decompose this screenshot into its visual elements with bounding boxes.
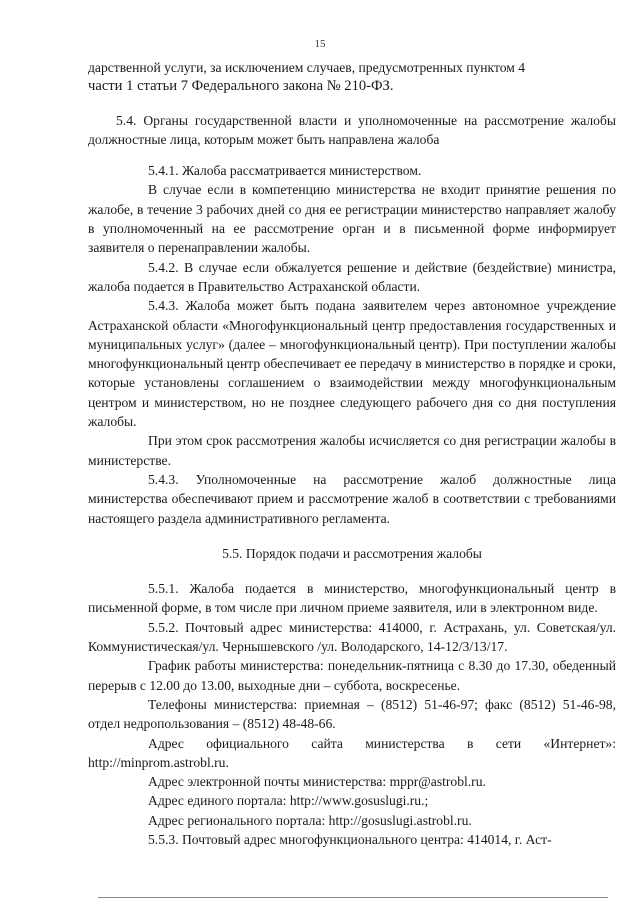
paragraph-schedule: График работы министерства: понедельник-пятница с 8.30 до 17.30, обеденный перерыв с 12.00 до 13.00, выходные дни – суббота, воскресенье. [88,658,616,693]
paragraph-email: Адрес электронной почты министерства: mppr@astrobl.ru. [148,774,486,790]
paragraph-5-4-1-b: В случае если в компетенцию министерства не входит принятие решения по жалобе, в течение 3 рабочих дней со дня ее регистрации министерство направляет жалобу в уполномоченный на ее рассмотрение орган и в письменной форме информирует заявителя о перенаправлении жалобы. [88,182,616,256]
paragraph-phones: Телефоны министерства: приемная – (8512) 51-46-97; факс (8512) 51-46-98, отдел недропользования – (8512) 48-48-66. [88,696,616,732]
paragraph-5-4-3-c: 5.4.3. Уполномоченные на рассмотрение жалоб должностные лица министерства обеспечивают прием и рассмотрение жалоб в соответствии с требованиями настоящего раздела административного регламента. [88,471,616,526]
page-number: 15 [314,38,326,50]
paragraph-5-4-2: 5.4.2. В случае если обжалуется решение и действие (бездействие) министра, жалоба подается в Правительство Астраханской области. [88,259,616,294]
paragraph-unified-portal: Адрес единого портала: http://www.gosuslugi.ru.; [148,793,429,809]
paragraph-regional-portal: Адрес регионального портала: http://gosuslugi.astrobl.ru. [148,812,472,828]
paragraph-5-5-2: 5.5.2. Почтовый адрес министерства: 414000, г. Астрахань, ул. Советская/ул. Коммунистическая/ул. Чернышевского /ул. Володарского, 14-12/3/13/17. [88,619,616,655]
bottom-scan-line [98,897,608,898]
intro-line-1: дарственной услуги, за исключением случаев, предусмотренных пунктом 4 [88,60,526,75]
section-5-4-heading: 5.4. Органы государственной власти и уполномоченные на рассмотрение жалобы должностные лица, которым может быть направлена жалоба [88,112,616,147]
paragraph-5-5-3: 5.5.3. Почтовый адрес многофункционального центра: 414014, г. Аст- [148,831,552,847]
section-5-5-heading: 5.5. Порядок подачи и рассмотрения жалобы [222,545,482,561]
document-body [88,58,616,849]
paragraph-5-4-1: 5.4.1. Жалоба рассматривается министерством. [148,163,422,179]
paragraph-5-4-3: 5.4.3. Жалоба может быть подана заявителем через автономное учреждение Астраханской области «Многофункциональный центр предоставления государственных и муниципальных услуг» (далее – многофункциональный центр). При поступлении жалобы многофункциональный центр обеспечивает ее передачу в министерство в порядке и сроки, которые установлены соглашением о взаимодействии между многофункциональным центром и министерством, но не позднее следующего рабочего дня со дня поступления жалобы. [88,298,616,430]
intro-line-2: части 1 статьи 7 Федерального закона № 210-ФЗ. [88,78,394,95]
paragraph-website: Адрес официального сайта министерства в сети «Интернет»: http://minprom.astrobl.ru. [88,735,616,770]
paragraph-5-4-3-b: При этом срок рассмотрения жалобы исчисляется со дня регистрации жалобы в министерстве. [88,433,616,468]
paragraph-5-5-1: 5.5.1. Жалоба подается в министерство, многофункциональный центр в письменной форме, в том числе при личном приеме заявителя, или в электронном виде. [88,581,616,616]
